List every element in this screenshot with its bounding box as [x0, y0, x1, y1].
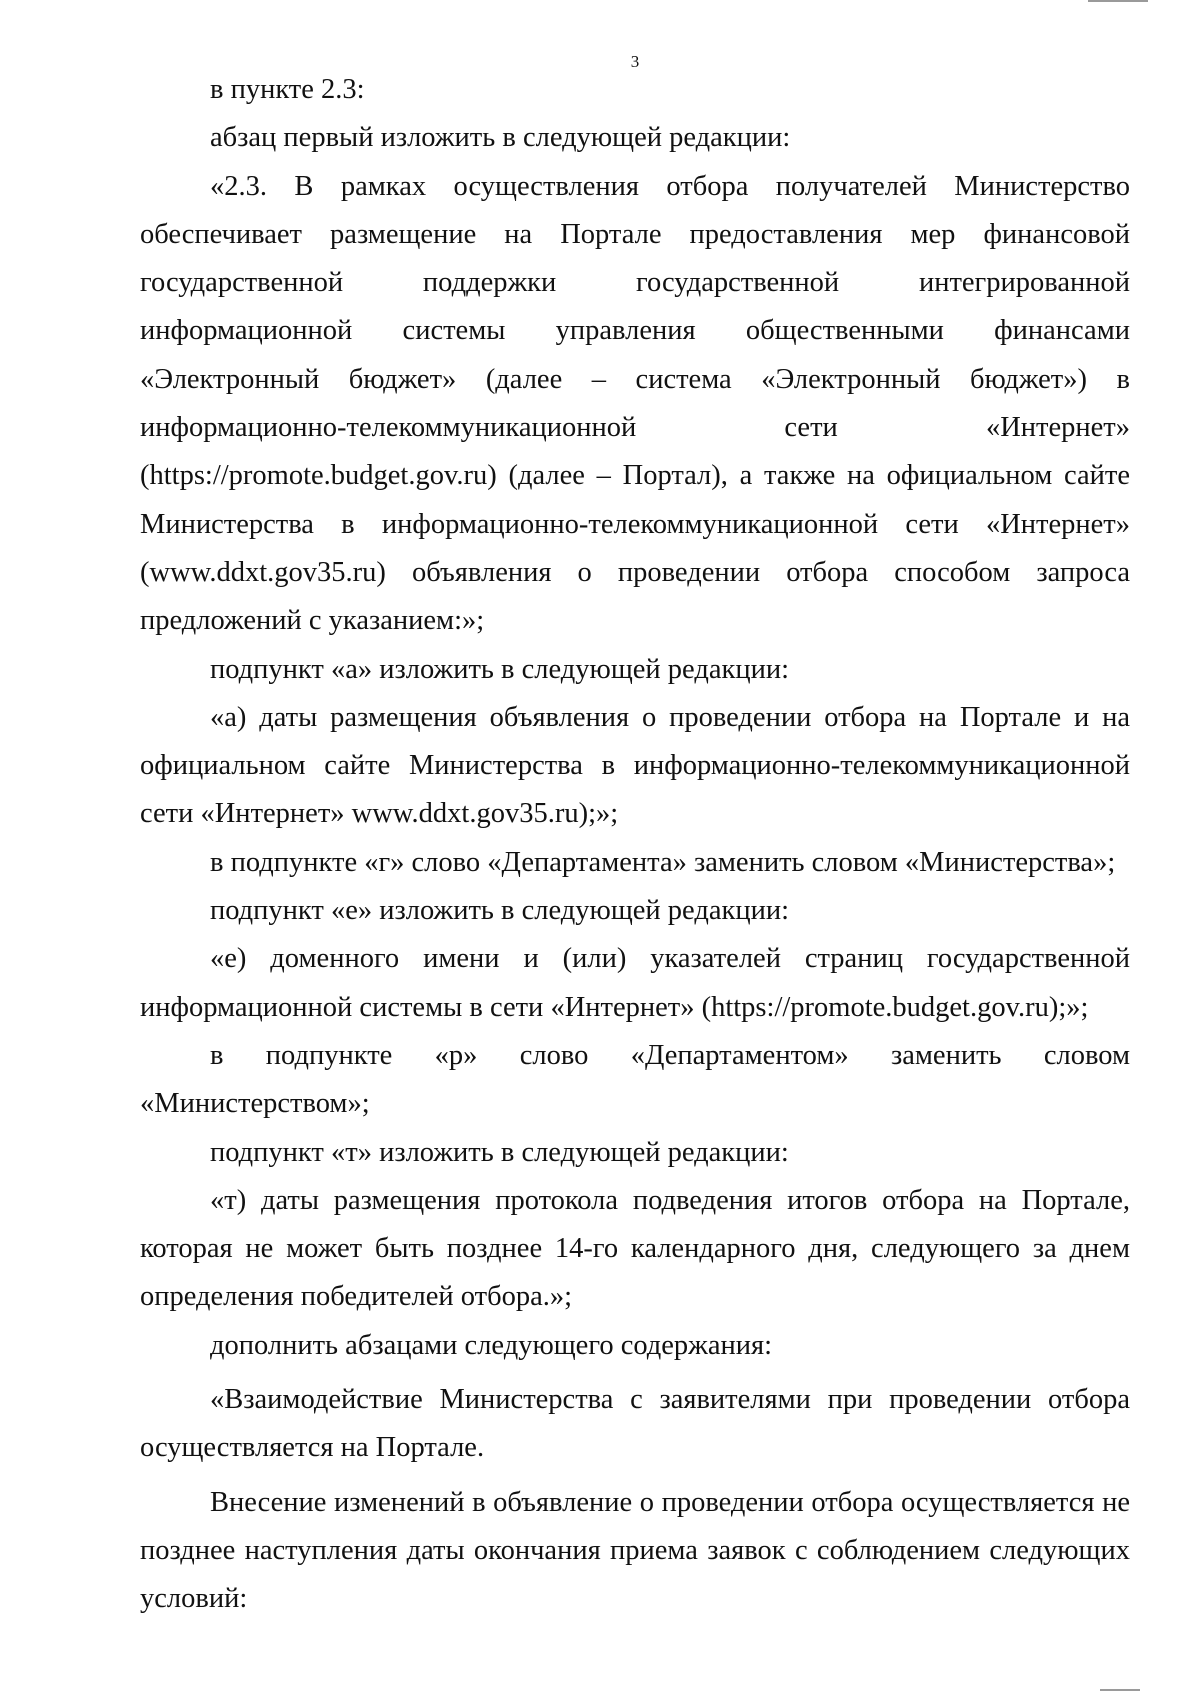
paragraph: в подпункте «г» слово «Департамента» заменить словом «Министерства»; [210, 846, 1116, 878]
paragraph: дополнить абзацами следующего содержания: [210, 1329, 773, 1361]
paragraph: «е) доменного имени и (или) указателей страниц государственной информационной системы в сети «Интернет» (https://promote.budget.gov.ru);»; [140, 943, 1130, 1023]
paragraph: абзац первый изложить в следующей редакции: [210, 122, 791, 154]
scan-mark-top [1088, 0, 1148, 2]
paragraph: в пункте 2.3: [210, 74, 365, 105]
paragraph: «т) даты размещения протокола подведения итогов отбора на Портале, которая не может быть позднее 14-го календарного дня, следующего за днем определения победителей отбора.»; [140, 1184, 1130, 1313]
scan-mark-bottom [1100, 1689, 1140, 1691]
paragraph: «2.3. В рамках осуществления отбора получателей Министерство обеспечивает размещение на Портале предоставления мер финансовой государственной поддержки государственной интегрированной информационной системы управления общественными финансами «Электронный бюджет» (далее – система «Электронный бюджет») в информационно-телекоммуникационной сети «Интернет» (https://promote.budget.gov.ru) (далее – Портал), а также на официальном сайте Министерства в информационно-телекоммуникационной сети «Интернет» (www.ddxt.gov35.ru) объявления о проведении отбора способом запроса предложений с указанием:»; [140, 170, 1130, 637]
page-number: 3 [630, 52, 640, 71]
paragraph: подпункт «е» изложить в следующей редакции: [210, 895, 789, 927]
paragraph: Внесение изменений в объявление о проведении отбора осуществляется не позднее наступления даты окончания приема заявок с соблюдением следующих условий: [140, 1486, 1130, 1615]
document-body [140, 66, 1130, 1624]
paragraph: в подпункте «р» слово «Департаментом» заменить словом «Министерством»; [140, 1039, 1130, 1120]
paragraph: подпункт «т» изложить в следующей редакции: [210, 1136, 789, 1168]
paragraph: подпункт «а» изложить в следующей редакции: [210, 653, 789, 685]
paragraph: «а) даты размещения объявления о проведении отбора на Портале и на официальном сайте Министерства в информационно-телекоммуникационной сети «Интернет» www.ddxt.gov35.ru);»; [140, 701, 1130, 830]
paragraph: «Взаимодействие Министерства с заявителями при проведении отбора осуществляется на Портале. [140, 1384, 1130, 1464]
